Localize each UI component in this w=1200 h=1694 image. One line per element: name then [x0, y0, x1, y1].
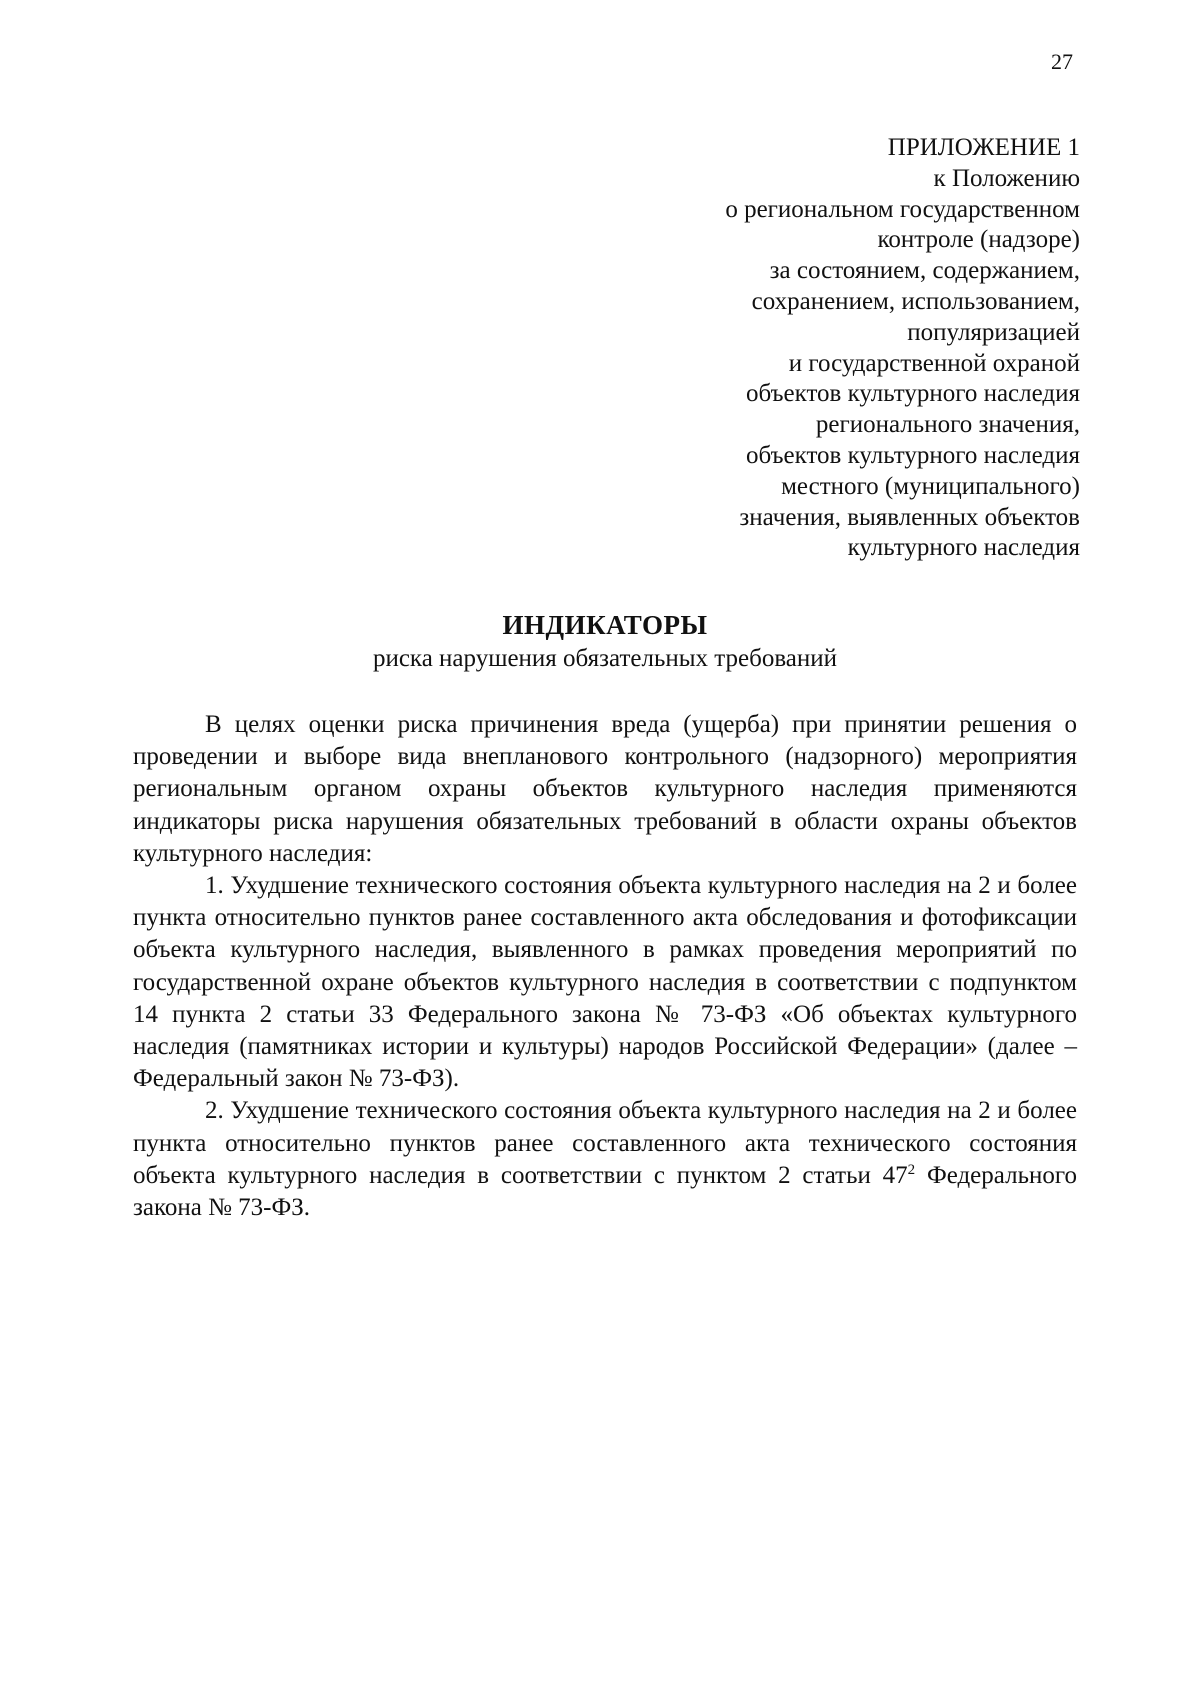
annex-line: регионального значения,: [815, 411, 1080, 439]
document-subtitle: риска нарушения обязательных требований: [372, 645, 838, 672]
annex-line: местного (муниципального): [781, 472, 1080, 500]
annex-line: за состоянием, содержанием,: [769, 257, 1080, 285]
indicator-item-2-text: 2. Ухудшение технического состояния объекта культурного наследия на 2 и более пункта относительно пунктов ранее составленного акта технического состояния объекта культурного наследия в соответствии с пунктом 2 статьи 47: [133, 1097, 1077, 1189]
annex-line: значения, выявленных объектов: [739, 503, 1080, 531]
annex-line: объектов культурного наследия: [746, 380, 1080, 408]
annex-heading: ПРИЛОЖЕНИЕ 1: [887, 134, 1080, 161]
annex-line: контроле (надзоре): [877, 226, 1080, 254]
annex-line: к Положению: [933, 164, 1080, 192]
page-number: 27: [1051, 49, 1073, 74]
document-body: [133, 709, 1077, 1224]
annex-line: о региональном государственном: [725, 195, 1080, 223]
indicator-item-2: [133, 1095, 1077, 1224]
annex-line: популяризацией: [907, 318, 1080, 346]
annex-line: сохранением, использованием,: [751, 287, 1080, 315]
annex-line: и государственной охраной: [788, 349, 1080, 377]
annex-header: [520, 133, 1080, 564]
indicator-item-2-tail: Федерального закона № 73-ФЗ.: [133, 1161, 1077, 1222]
annex-line: культурного наследия: [847, 534, 1080, 562]
document-title: ИНДИКАТОРЫ: [502, 610, 708, 640]
annex-line: объектов культурного наследия: [746, 441, 1080, 469]
intro-paragraph: В целях оценки риска причинения вреда (ущерба) при принятии решения о проведении и выборе вида внепланового контрольного (надзорного) мероприятия региональным органом охраны объектов культурного наследия применяются индикаторы риска нарушения обязательных требований в области охраны объектов культурного наследия:: [133, 711, 1077, 867]
article-superscript: 2: [907, 1161, 916, 1178]
document-title-block: [133, 608, 1077, 676]
indicator-item-1: 1. Ухудшение технического состояния объекта культурного наследия на 2 и более пункта относительно пунктов ранее составленного акта обследования и фотофиксации объекта культурного наследия, выявленного в рамках проведения мероприятий по государственной охране объектов культурного наследия в соответствии с подпунктом 14 пункта 2 статьи 33 Федерального закона № 73-ФЗ «Об объектах культурного наследия (памятниках истории и культуры) народов Российской Федерации» (далее – Федеральный закон № 73-ФЗ).: [133, 872, 1077, 1093]
